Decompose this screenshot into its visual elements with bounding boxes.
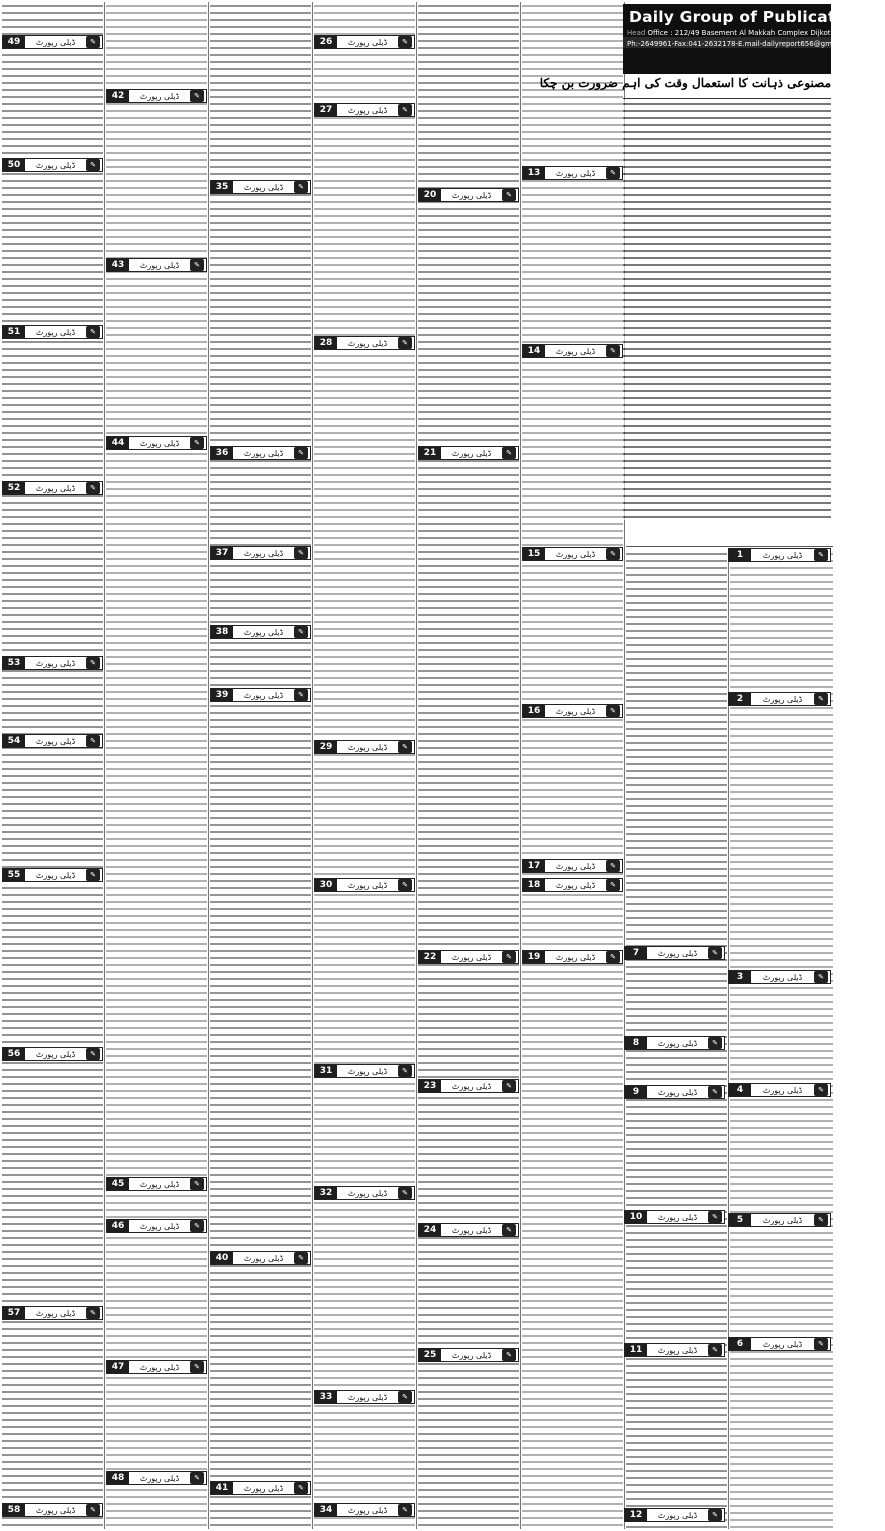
story-header-8 [624,1036,725,1050]
story-header-5 [728,1213,831,1227]
news-icon: ✎ [86,36,100,48]
news-icon: ✎ [708,1509,722,1521]
section-label: ڈیلی رپورٹ [555,952,596,962]
story-header-25 [418,1348,519,1362]
section-label: ڈیلی رپورٹ [243,182,284,192]
news-icon: ✎ [708,1211,722,1223]
story-number: 35 [211,181,233,193]
story-header-54 [2,734,103,748]
column-5 [418,2,519,1529]
editorial-body [623,100,831,520]
section-label: ڈیلی رپورٹ [555,861,596,871]
news-icon: ✎ [398,1065,412,1077]
section-label: ڈیلی رپورٹ [35,1049,76,1059]
news-icon: ✎ [814,1338,828,1350]
story-number: 16 [523,705,545,717]
column-4 [314,2,415,1529]
story-header-37 [210,546,311,560]
section-label: ڈیلی رپورٹ [451,1350,492,1360]
news-icon: ✎ [398,36,412,48]
story-header-29 [314,740,415,754]
story-header-51 [2,325,103,339]
story-header-6 [728,1337,831,1351]
office-label: Head [627,29,646,37]
section-label: ڈیلی رپورٹ [347,1188,388,1198]
story-header-15 [522,547,623,561]
story-number: 41 [211,1482,233,1494]
story-header-46 [106,1219,207,1233]
story-number: 23 [419,1080,441,1092]
section-label: ڈیلی رپورٹ [657,1038,698,1048]
section-label: ڈیلی رپورٹ [657,1212,698,1222]
story-number: 48 [107,1472,129,1484]
section-label: ڈیلی رپورٹ [139,1179,180,1189]
story-number: 42 [107,90,129,102]
news-icon: ✎ [86,657,100,669]
story-header-10 [624,1210,725,1224]
story-header-16 [522,704,623,718]
section-label: ڈیلی رپورٹ [139,1221,180,1231]
story-number: 49 [3,36,25,48]
story-number: 18 [523,879,545,891]
section-label: ڈیلی رپورٹ [347,37,388,47]
story-number: 38 [211,626,233,638]
news-icon: ✎ [294,689,308,701]
news-icon: ✎ [398,104,412,116]
news-icon: ✎ [708,947,722,959]
story-number: 29 [315,741,337,753]
section-label: ڈیلی رپورٹ [35,736,76,746]
story-header-7 [624,946,725,960]
story-number: 7 [625,947,647,959]
story-header-26 [314,35,415,49]
office-address: Office : 212/49 Basement Al Makkah Complex Dijkot Rod Faisalabad [647,29,885,37]
section-label: ڈیلی رپورٹ [139,438,180,448]
story-header-14 [522,344,623,358]
story-header-39 [210,688,311,702]
news-icon: ✎ [814,971,828,983]
news-icon: ✎ [294,626,308,638]
story-number: 39 [211,689,233,701]
story-number: 46 [107,1220,129,1232]
story-number: 13 [523,167,545,179]
story-header-12 [624,1508,725,1522]
story-header-58 [2,1503,103,1517]
column-divider [104,2,105,1529]
news-icon: ✎ [398,1504,412,1516]
section-label: ڈیلی رپورٹ [243,548,284,558]
news-icon: ✎ [708,1037,722,1049]
story-header-20 [418,188,519,202]
story-number: 22 [419,951,441,963]
story-header-49 [2,35,103,49]
story-header-42 [106,89,207,103]
section-label: ڈیلی رپورٹ [762,1085,803,1095]
story-number: 26 [315,36,337,48]
news-icon: ✎ [86,326,100,338]
story-header-28 [314,336,415,350]
section-label: ڈیلی رپورٹ [657,948,698,958]
news-icon: ✎ [606,879,620,891]
section-label: ڈیلی رپورٹ [657,1510,698,1520]
news-icon: ✎ [606,705,620,717]
news-icon: ✎ [502,951,516,963]
section-label: ڈیلی رپورٹ [243,627,284,637]
story-header-36 [210,446,311,460]
story-number: 57 [3,1307,25,1319]
news-icon: ✎ [398,1187,412,1199]
story-header-27 [314,103,415,117]
section-label: ڈیلی رپورٹ [35,870,76,880]
section-label: ڈیلی رپورٹ [762,1215,803,1225]
story-header-21 [418,446,519,460]
section-label: ڈیلی رپورٹ [555,706,596,716]
story-header-19 [522,950,623,964]
section-label: ڈیلی رپورٹ [347,338,388,348]
news-icon: ✎ [502,1224,516,1236]
news-icon: ✎ [502,447,516,459]
story-number: 2 [729,693,751,705]
story-number: 33 [315,1391,337,1403]
story-number: 5 [729,1214,751,1226]
story-number: 4 [729,1084,751,1096]
section-label: ڈیلی رپورٹ [35,37,76,47]
section-label: ڈیلی رپورٹ [555,346,596,356]
column-divider [520,2,521,1529]
news-icon: ✎ [814,549,828,561]
editorial-title: مصنوعی ذہانت کا استعمال وقت کی اہم ضرورت بن چکا [623,76,831,99]
section-label: ڈیلی رپورٹ [35,160,76,170]
story-header-31 [314,1064,415,1078]
story-header-43 [106,258,207,272]
section-label: ڈیلی رپورٹ [139,1362,180,1372]
section-label: ڈیلی رپورٹ [139,91,180,101]
story-number: 1 [729,549,751,561]
story-number: 9 [625,1086,647,1098]
section-label: ڈیلی رپورٹ [347,742,388,752]
news-icon: ✎ [86,159,100,171]
column-divider [208,2,209,1529]
story-number: 36 [211,447,233,459]
section-label: ڈیلی رپورٹ [243,690,284,700]
story-number: 47 [107,1361,129,1373]
news-icon: ✎ [294,547,308,559]
story-number: 34 [315,1504,337,1516]
section-label: ڈیلی رپورٹ [243,1483,284,1493]
section-label: ڈیلی رپورٹ [762,694,803,704]
story-header-50 [2,158,103,172]
news-icon: ✎ [190,437,204,449]
story-number: 31 [315,1065,337,1077]
story-number: 12 [625,1509,647,1521]
news-icon: ✎ [190,90,204,102]
story-header-48 [106,1471,207,1485]
section-label: ڈیلی رپورٹ [555,880,596,890]
story-header-53 [2,656,103,670]
section-label: ڈیلی رپورٹ [657,1345,698,1355]
story-number: 32 [315,1187,337,1199]
story-header-22 [418,950,519,964]
news-icon: ✎ [606,860,620,872]
news-icon: ✎ [86,1307,100,1319]
column-divider [416,2,417,1529]
story-number: 21 [419,447,441,459]
story-number: 28 [315,337,337,349]
story-number: 27 [315,104,337,116]
story-header-4 [728,1083,831,1097]
story-header-9 [624,1085,725,1099]
story-header-40 [210,1251,311,1265]
story-number: 30 [315,879,337,891]
story-header-18 [522,878,623,892]
news-icon: ✎ [606,951,620,963]
masthead [623,4,885,74]
section-label: ڈیلی رپورٹ [451,952,492,962]
news-icon: ✎ [398,337,412,349]
story-number: 10 [625,1211,647,1223]
story-header-47 [106,1360,207,1374]
news-icon: ✎ [190,1220,204,1232]
news-icon: ✎ [606,345,620,357]
story-number: 37 [211,547,233,559]
section-label: ڈیلی رپورٹ [35,327,76,337]
story-number: 11 [625,1344,647,1356]
news-icon: ✎ [86,1504,100,1516]
section-label: ڈیلی رپورٹ [35,483,76,493]
story-header-52 [2,481,103,495]
column-1 [2,2,103,1529]
story-header-23 [418,1079,519,1093]
story-header-38 [210,625,311,639]
news-icon: ✎ [86,1048,100,1060]
news-icon: ✎ [502,1080,516,1092]
section-label: ڈیلی رپورٹ [35,658,76,668]
story-number: 25 [419,1349,441,1361]
story-header-32 [314,1186,415,1200]
section-label: ڈیلی رپورٹ [347,1505,388,1515]
news-icon: ✎ [294,447,308,459]
masthead-title: Daily Group of Publication [629,8,864,26]
story-number: 52 [3,482,25,494]
story-number: 51 [3,326,25,338]
news-icon: ✎ [708,1344,722,1356]
section-label: ڈیلی رپورٹ [243,1253,284,1263]
news-icon: ✎ [814,1214,828,1226]
section-label: ڈیلی رپورٹ [762,1339,803,1349]
news-icon: ✎ [86,869,100,881]
story-header-24 [418,1223,519,1237]
story-number: 55 [3,869,25,881]
column-divider [312,2,313,1529]
masthead-office [623,26,885,37]
story-header-1 [728,548,831,562]
news-icon: ✎ [814,693,828,705]
news-icon: ✎ [398,1391,412,1403]
story-number: 54 [3,735,25,747]
section-label: ڈیلی رپورٹ [35,1308,76,1318]
section-label: ڈیلی رپورٹ [762,972,803,982]
story-header-3 [728,970,831,984]
story-number: 3 [729,971,751,983]
masthead-contact: Ph:-2649961-Fax:041-2632178-E.mail-dailyreport656@gmail.com [623,37,831,48]
story-header-56 [2,1047,103,1061]
story-number: 44 [107,437,129,449]
section-label: ڈیلی رپورٹ [451,1081,492,1091]
story-header-33 [314,1390,415,1404]
section-label: ڈیلی رپورٹ [139,260,180,270]
story-number: 8 [625,1037,647,1049]
story-number: 45 [107,1178,129,1190]
story-number: 15 [523,548,545,560]
news-icon: ✎ [398,879,412,891]
story-header-11 [624,1343,725,1357]
story-header-34 [314,1503,415,1517]
story-number: 50 [3,159,25,171]
story-number: 53 [3,657,25,669]
section-label: ڈیلی رپورٹ [139,1473,180,1483]
story-header-17 [522,859,623,873]
section-label: ڈیلی رپورٹ [555,549,596,559]
news-icon: ✎ [190,1361,204,1373]
column-2 [106,2,207,1529]
story-header-57 [2,1306,103,1320]
story-number: 14 [523,345,545,357]
story-number: 19 [523,951,545,963]
section-label: ڈیلی رپورٹ [347,105,388,115]
section-label: ڈیلی رپورٹ [243,448,284,458]
section-label: ڈیلی رپورٹ [451,1225,492,1235]
section-label: ڈیلی رپورٹ [555,168,596,178]
news-icon: ✎ [190,259,204,271]
news-icon: ✎ [190,1178,204,1190]
news-icon: ✎ [502,189,516,201]
section-label: ڈیلی رپورٹ [657,1087,698,1097]
editorial-bottom-rule [626,546,833,547]
news-icon: ✎ [86,735,100,747]
news-icon: ✎ [606,548,620,560]
news-icon: ✎ [502,1349,516,1361]
section-label: ڈیلی رپورٹ [347,880,388,890]
story-number: 58 [3,1504,25,1516]
story-header-45 [106,1177,207,1191]
news-icon: ✎ [398,741,412,753]
story-header-2 [728,692,831,706]
story-header-30 [314,878,415,892]
news-icon: ✎ [190,1472,204,1484]
section-label: ڈیلی رپورٹ [347,1066,388,1076]
story-header-13 [522,166,623,180]
news-icon: ✎ [294,1252,308,1264]
news-icon: ✎ [86,482,100,494]
story-number: 20 [419,189,441,201]
story-number: 24 [419,1224,441,1236]
story-number: 6 [729,1338,751,1350]
section-label: ڈیلی رپورٹ [451,448,492,458]
section-label: ڈیلی رپورٹ [35,1505,76,1515]
news-icon: ✎ [294,181,308,193]
story-number: 17 [523,860,545,872]
story-header-44 [106,436,207,450]
news-icon: ✎ [606,167,620,179]
story-number: 56 [3,1048,25,1060]
news-icon: ✎ [814,1084,828,1096]
section-label: ڈیلی رپورٹ [762,550,803,560]
column-6 [522,2,623,1529]
story-header-41 [210,1481,311,1495]
story-header-35 [210,180,311,194]
story-number: 40 [211,1252,233,1264]
section-label: ڈیلی رپورٹ [451,190,492,200]
story-header-55 [2,868,103,882]
news-icon: ✎ [708,1086,722,1098]
section-label: ڈیلی رپورٹ [347,1392,388,1402]
news-icon: ✎ [294,1482,308,1494]
column-3 [210,2,311,1529]
story-number: 43 [107,259,129,271]
